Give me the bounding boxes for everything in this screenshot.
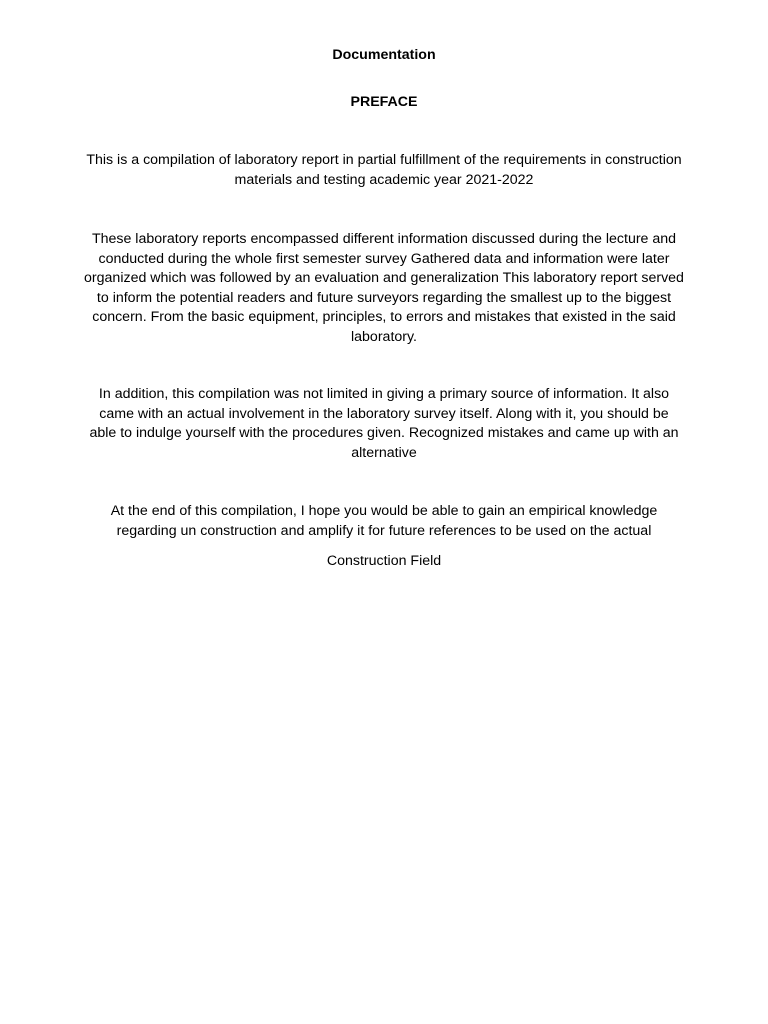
preface-paragraph-2: These laboratory reports encompassed different information discussed during the lecture and conducted during the whole first semester survey Gathered data and information were later organized which was followed by an evaluation and generalization This laboratory report served to inform the potential readers and future surveyors regarding the smallest up to the biggest concern. From the basic equipment, principles, to errors and mistakes that existed in the said laboratory. — [84, 231, 684, 345]
document-title: Documentation — [332, 47, 436, 63]
preface-heading: PREFACE — [350, 94, 418, 110]
preface-paragraph-4: At the end of this compilation, I hope you would be able to gain an empirical knowledge regarding un construction and amplify it for future references to be used on the actual — [110, 503, 658, 539]
preface-paragraph-1: This is a compilation of laboratory report in partial fulfillment of the requirements in construction materials and testing academic year 2021-2022 — [86, 152, 682, 188]
closing-line: Construction Field — [326, 553, 442, 569]
preface-paragraph-3: In addition, this compilation was not limited in giving a primary source of information. It also came with an actual involvement in the laboratory survey itself. Along with it, you should be able to indulge yourself with the procedures given. Recognized mistakes and came up with an alternative — [89, 386, 679, 461]
